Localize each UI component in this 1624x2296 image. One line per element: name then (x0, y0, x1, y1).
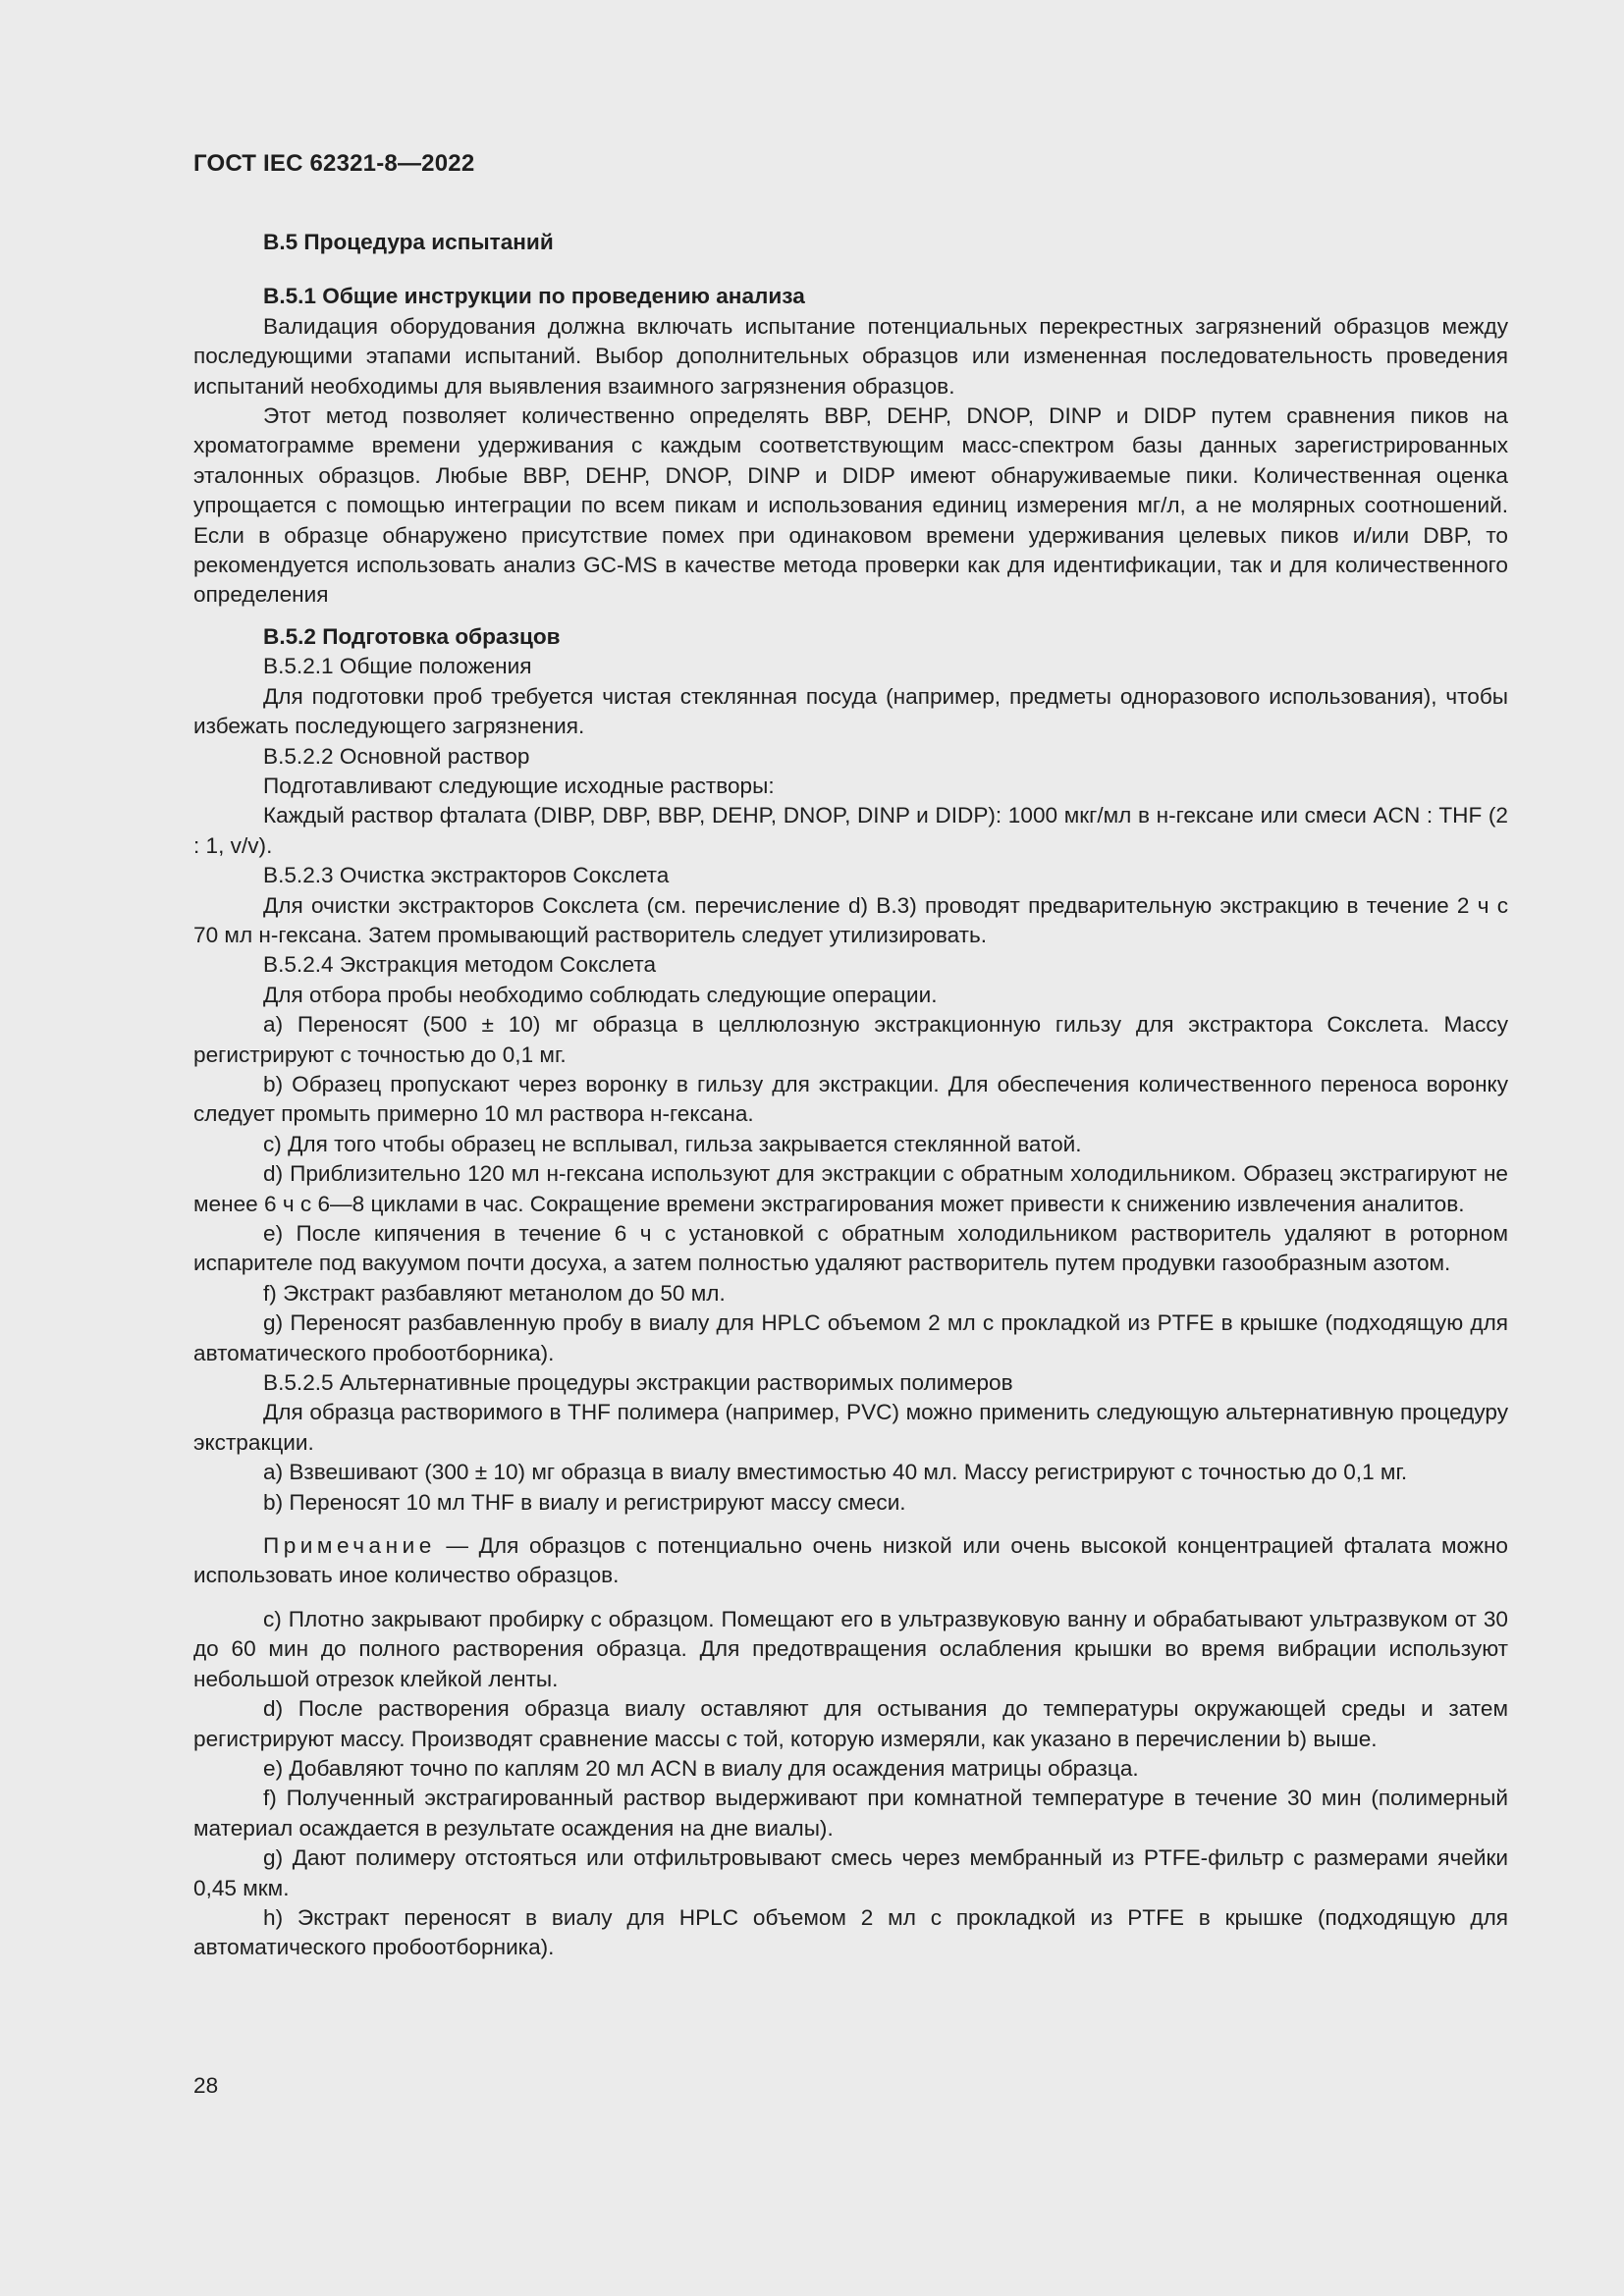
section-title-b51: B.5.1 Общие инструкции по проведению анализа (263, 284, 805, 309)
list-item: e) Добавляют точно по каплям 20 мл ACN в виалу для осаждения матрицы образца. (263, 1755, 1139, 1781)
paragraph: Для образца растворимого в THF полимера (например, PVC) можно применить следующую альтернативную процедуру экстракции. (193, 1400, 1508, 1455)
list-item: b) Переносят 10 мл THF в виалу и регистрируют массу смеси. (263, 1489, 906, 1515)
subsection-title-b522: B.5.2.2 Основной раствор (263, 743, 530, 769)
list-item: f) Экстракт разбавляют метанолом до 50 мл. (263, 1280, 726, 1306)
paragraph: Этот метод позволяет количественно определять BBP, DEHP, DNOP, DINP и DIDP путем сравнения пиков на хроматограмме времени удерживания с каждым соответствующим масс-спектром базы данных зарегистрированных эталонных образцов. Любые BBP, DEHP, DNOP, DINP и DIDP имеют обнаруживаемые пики. Количественная оценка упрощается с помощью интеграции по всем пикам и использования единиц измерения мг/л, а не молярных соотношений. Если в образце обнаружено присутствие помех при одинаковом времени удерживания целевых пиков и/или DBP, то рекомендуется использовать анализ GC-MS в качестве метода проверки как для идентификации, так и для количественного определения (193, 403, 1508, 608)
list-item: a) Взвешивают (300 ± 10) мг образца в виалу вместимостью 40 мл. Массу регистрируют с точностью до 0,1 мг. (263, 1460, 1408, 1485)
paragraph: Подготавливают следующие исходные растворы: (263, 773, 775, 798)
list-item: g) Переносят разбавленную пробу в виалу для HPLC объемом 2 мл с прокладкой из PTFE в крышке (подходящую для автоматического пробоотборника). (193, 1310, 1508, 1365)
subsection-title-b525: B.5.2.5 Альтернативные процедуры экстракции растворимых полимеров (263, 1370, 1013, 1396)
subsection-title-b523: B.5.2.3 Очистка экстракторов Сокслета (263, 863, 670, 888)
list-item: h) Экстракт переносят в виалу для HPLC объемом 2 мл с прокладкой из PTFE в крышке (подходящую для автоматического пробоотборника). (193, 1904, 1508, 1960)
section-title-b52: B.5.2 Подготовка образцов (263, 623, 561, 649)
paragraph: Для очистки экстракторов Сокслета (см. перечисление d) B.3) проводят предварительную экстракцию в течение 2 ч с 70 мл н-гексана. Затем промывающий растворитель следует утилизировать. (193, 892, 1508, 947)
list-item: d) После растворения образца виалу оставляют для остывания до температуры окружающей среды и затем регистрируют массу. Производят сравнение массы с той, которую измеряли, как указано в перечислении b) выше. (193, 1696, 1508, 1751)
list-item: c) Для того чтобы образец не всплывал, гильза закрывается стеклянной ватой. (263, 1131, 1082, 1156)
list-item: e) После кипячения в течение 6 ч с установкой с обратным холодильником растворитель удаляют в роторном испарителе под вакуумом почти досуха, а затем полностью удаляют растворитель путем продувки газообразным азотом. (193, 1221, 1508, 1276)
document-body (193, 228, 1508, 1963)
note-label: Примечание (263, 1533, 436, 1559)
list-item: g) Дают полимеру отстояться или отфильтровывают смесь через мембранный из PTFE-фильтр с размерами ячейки 0,45 мкм. (193, 1845, 1508, 1900)
paragraph: Валидация оборудования должна включать испытание потенциальных перекрестных загрязнений образцов между последующими этапами испытаний. Выбор дополнительных образцов или измененная последовательность проведения испытаний необходимы для выявления взаимного загрязнения образцов. (193, 313, 1508, 399)
page-number: 28 (193, 2073, 219, 2098)
list-item: d) Приблизительно 120 мл н-гексана используют для экстракции с обратным холодильником. Образец экстрагируют не менее 6 ч с 6—8 циклами в час. Сокращение времени экстрагирования может привести к снижению извлечения аналитов. (193, 1161, 1508, 1216)
note (193, 1531, 1508, 1591)
paragraph: Каждый раствор фталата (DIBP, DBP, BBP, DEHP, DNOP, DINP и DIDP): 1000 мкг/мл в н-гексане или смеси ACN : THF (2 : 1, v/v). (193, 803, 1508, 858)
section-title-b5: B.5 Процедура испытаний (263, 230, 554, 254)
subsection-title-b521: B.5.2.1 Общие положения (263, 654, 532, 679)
paragraph: Для отбора пробы необходимо соблюдать следующие операции. (263, 982, 938, 1007)
subsection-title-b524: B.5.2.4 Экстракция методом Сокслета (263, 952, 657, 978)
note-text: — Для образцов с потенциально очень низкой или очень высокой концентрацией фталата можно использовать иное количество образцов. (193, 1533, 1508, 1588)
list-item: b) Образец пропускают через воронку в гильзу для экстракции. Для обеспечения количественного переноса воронку следует промыть примерно 10 мл раствора н-гексана. (193, 1071, 1508, 1127)
paragraph: Для подготовки проб требуется чистая стеклянная посуда (например, предметы одноразового использования), чтобы избежать последующего загрязнения. (193, 683, 1508, 739)
list-item: a) Переносят (500 ± 10) мг образца в целлюлозную экстракционную гильзу для экстрактора Сокслета. Массу регистрируют с точностью до 0,1 мг. (193, 1012, 1508, 1067)
list-item: f) Полученный экстрагированный раствор выдерживают при комнатной температуре в течение 30 мин (полимерный материал осаждается в результате осаждения на дне виалы). (193, 1786, 1508, 1841)
list-item: c) Плотно закрывают пробирку с образцом. Помещают его в ультразвуковую ванну и обрабатывают ультразвуком от 30 до 60 мин до полного растворения образца. Для предотвращения ослабления крышки во время вибрации используют небольшой отрезок клейкой ленты. (193, 1606, 1508, 1691)
standard-code-header: ГОСТ IEC 62321-8—2022 (193, 150, 475, 177)
